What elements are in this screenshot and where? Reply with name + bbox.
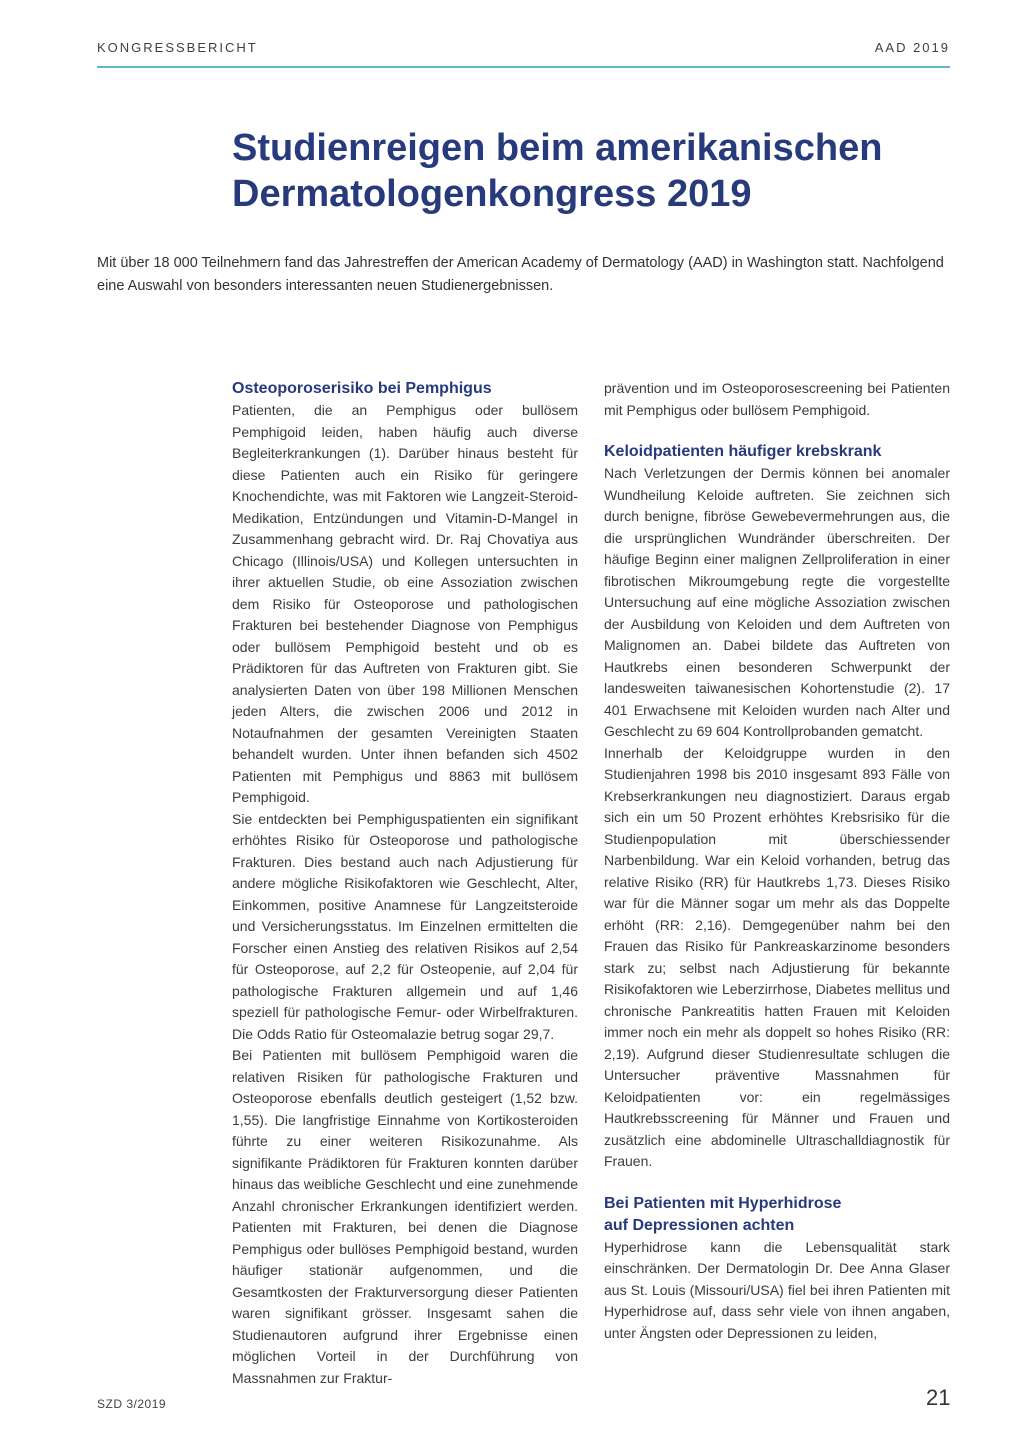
paragraph: Patienten, die an Pemphigus oder bullösem Pemphigoid leiden, haben häufig auch diverse Begleiterkrankungen (1). Darüber hinaus besteht für diese Patienten auch ein Risiko für geringere Knochendichte, was mit Faktoren wie Langzeit-Steroid-Medikation, Entzündungen und Vitamin-D-Mangel in Zusammenhang gebracht wird. Dr. Raj Chovatiya aus Chicago (Illinois/USA) und Kollegen untersuchten in ihrer aktuellen Studie, ob eine Assoziation zwischen dem Risiko für Osteoporose und pathologischen Frakturen bei bestehender Diagnose von Pemphigus oder bullösem Pemphigoid besteht und ob es Prädiktoren für das Auftreten von Frakturen gibt. Sie analysierten Daten von über 198 Millionen Menschen jeden Alters, die zwischen 2006 und 2012 in Notaufnahmen der gesamten Vereinigten Staaten behandelt wurden. Unter ihnen befanden sich 4502 Patienten mit Pemphigus und 8863 mit bullösem Pemphigoid. [232,402,578,805]
lead-paragraph: Mit über 18 000 Teilnehmern fand das Jahrestreffen der American Academy of Dermatology (AAD) in Washington statt. Nachfolgend eine Auswahl von besonders interessanten neuen Studienergebnissen. [97,255,944,294]
paragraph: prävention und im Osteoporosescreening bei Patienten mit Pemphigus oder bullösem Pemphigoid. [604,380,950,418]
paragraph: Bei Patienten mit bullösem Pemphigoid waren die relativen Risiken für pathologische Frakturen und Osteoporose ebenfalls deutlich gesteigert (1,52 bzw. 1,55). Die langfristige Einnahme von Kortikosteroiden führte zu einer weiteren Risikozunahme. Als signifikante Prädiktoren für Frakturen konnten darüber hinaus das weibliche Geschlecht und eine zunehmende Anzahl chronischer Erkrankungen identifiziert werden. Patienten mit Frakturen, bei denen die Diagnose Pemphigus oder bullöses Pemphigoid bestand, wurden häufiger stationär aufgenommen, und die Gesamtkosten der Frakturversorgung dieser Patienten waren signifikant grösser. Insgesamt sahen die Studienautoren aufgrund ihrer Ergebnisse einen möglichen Vorteil in der Durchführung von Massnahmen zur Fraktur- [232,1047,578,1386]
page-number: 21 [926,1385,951,1410]
heading-line-1: Bei Patienten mit Hyperhidrose [604,1194,842,1212]
paragraph: Hyperhidrose kann die Lebensqualität stark einschränken. Der Dermatologin Dr. Dee Anna Glaser aus St. Louis (Missouri/USA) fiel bei ihren Patienten mit Hyperhidrose auf, dass sehr viele von ihnen angaben, unter Ängsten oder Depressionen zu leiden, [604,1238,950,1341]
issue-label: AAD 2019 [874,40,950,55]
section-label: KONGRESSBERICHT [97,40,258,55]
section-heading-hyperhidrose [604,1193,950,1237]
paragraph: Nach Verletzungen der Dermis können bei anomaler Wundheilung Keloide auftreten. Sie zeichnen sich durch benigne, fibröse Gewebevermehrungen aus, die die ursprünglichen Wundränder überschreiten. Der häufige Beginn einer malignen Zellproliferation in einer fibrotischen Mikroumgebung regte die vorgestellte Untersuchung auf eine mögliche Assoziation zwischen der Ausbildung von Keloiden und dem Auftreten von Malignomen an. Dabei bildete das Auftreten von Hautkrebs einen besonderen Schwerpunkt der landesweiten taiwanesischen Kohortenstudie (2). 17 401 Erwachsene mit Keloiden wurden nach Alter und Geschlecht zu 69 604 Kontrollprobanden gematcht. [604,465,950,739]
column-left [232,378,578,1389]
paragraph: Sie entdeckten bei Pemphiguspatienten ein signifikant erhöhtes Risiko für Osteoporose und pathologische Frakturen. Dies bestand auch nach Adjustierung für andere mögliche Risikofaktoren wie Geschlecht, Alter, Einkommen, positive Anamnese für Langzeitsteroide und Versicherungsstatus. Im Einzelnen ermittelten die Forscher einen Anstieg des relativen Risikos auf 2,54 für Osteoporose, auf 2,2 für Osteopenie, auf 2,04 für pathologische Frakturen allgemein und auf 1,46 speziell für pathologische Femur- oder Wirbelfrakturen. Die Odds Ratio für Osteomalazie betrug sogar 29,7. [232,810,578,1042]
journal-issue: SZD 3/2019 [97,1397,167,1411]
section-heading-keloid: Keloidpatienten häufiger krebskrank [604,443,882,460]
column-right [604,378,950,1344]
heading-line-2: auf Depressionen achten [604,1216,795,1234]
running-header [97,40,950,68]
title-line-2: Dermatologenkongress 2019 [232,173,752,215]
title-line-1: Studienreigen beim amerikanischen [232,127,883,169]
paragraph: Innerhalb der Keloidgruppe wurden in den Studienjahren 1998 bis 2010 insgesamt 893 Fälle von Krebserkrankungen neu diagnostiziert. Daraus ergab sich ein um 50 Prozent erhöhtes Krebsrisiko für die Studienpopulation mit überschiessender Narbenbildung. War ein Keloid vorhanden, betrug das relative Risiko (RR) für Hautkrebs 1,73. Dieses Risiko war für die Männer sogar um mehr als das Doppelte erhöht (RR: 2,16). Demgegenüber nahm bei den Frauen das Risiko für Pankreaskarzinome besonders stark zu; selbst nach Adjustierung für bekannte Risikofaktoren wie Leberzirrhose, Diabetes mellitus und chronische Pankreatitis hatten Frauen mit Keloiden immer noch ein mehr als doppelt so hohes Risiko (RR: 2,19). Aufgrund dieser Studienresultate schlugen die Untersucher präventive Massnahmen für Keloidpatienten vor: ein regelmässiges Hautkrebsscreening für Männer und Frauen und zusätzlich eine abdominelle Ultraschalldiagnostik für Frauen. [604,744,950,1169]
section-heading-osteoporose: Osteoporoserisiko bei Pemphigus [232,380,492,397]
article-title [232,125,972,217]
